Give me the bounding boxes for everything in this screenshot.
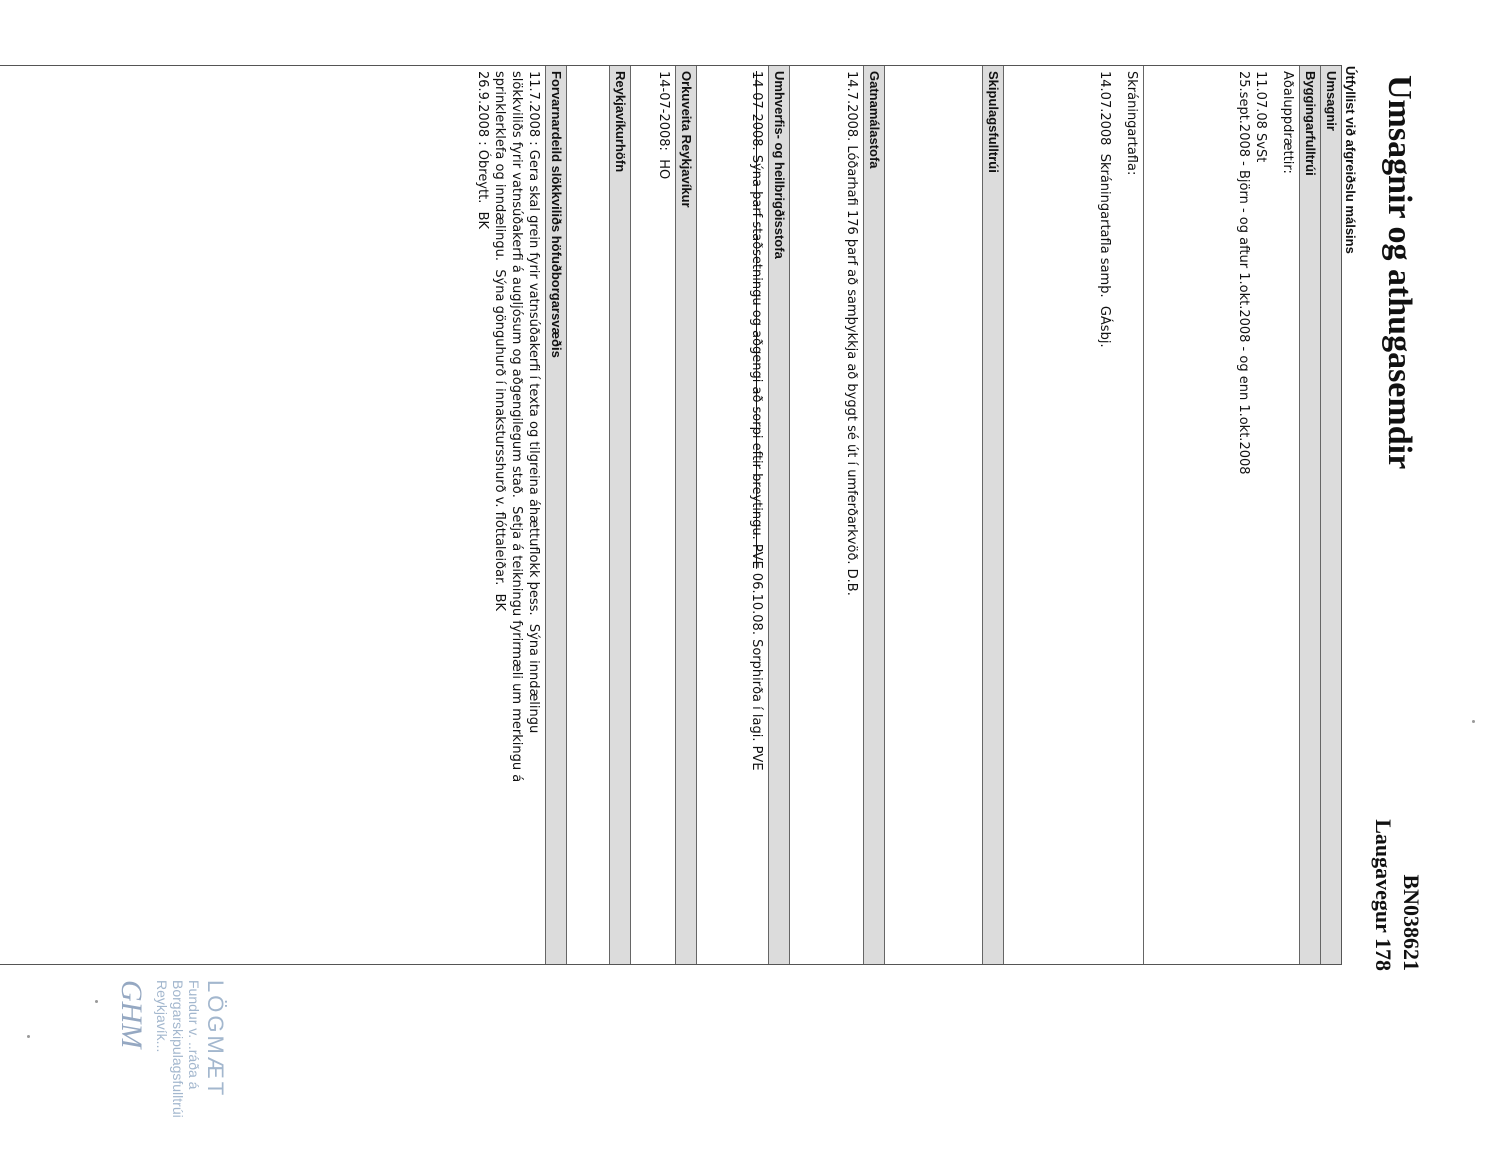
address: Laugavegur 178 xyxy=(1371,819,1396,971)
approval-stamp xyxy=(68,980,228,1160)
case-info xyxy=(1369,819,1425,971)
text-line: 26.9.2008 : Óbreytt. BK xyxy=(475,71,490,230)
section-header-orkuveita: Orkuveita Reykjavíkur xyxy=(675,66,696,964)
section-body-byggingarfulltrui xyxy=(1143,66,1299,964)
text-line: slökkviliðs fyrir vatnsúðakerfi á augljósum og aðgengilegum stað. Setja á teikningu fyrirmæli um merkingu á xyxy=(509,71,524,783)
text-line: 14-07-2008: HO xyxy=(656,71,671,180)
section-header-reykjavikurhofn: Reykjavíkurhöfn xyxy=(609,66,630,964)
section-body-reykjavikurhofn xyxy=(566,66,609,964)
page-title: Umsagnir og athugasemdir xyxy=(1381,75,1418,470)
struck-text: 14-07-2008. Sýna þarf staðsetningu og aðgengi að sorpi eftir breytingu. PVE xyxy=(749,71,764,569)
text-line xyxy=(748,71,765,956)
comments-table xyxy=(0,65,1342,965)
text-line: 25.sept.2008 - Björn - og aftur 1.okt.2008 - og enn 1.okt.2008 xyxy=(1236,71,1251,475)
stamp-line: Fundur v. ..ráða á xyxy=(186,980,202,1090)
text-line: sprinklerklefa og inndælingu. Sýna gönguhurð í innakstursshurð v. flóttaleiðar. BK xyxy=(492,71,507,612)
section-header-byggingarfulltrui: Byggingarfulltrúi xyxy=(1299,66,1320,964)
section-header-skipulagsfulltrui: Skipulagsfulltrúi xyxy=(982,66,1004,964)
section-header-forvarnardeild: Forvarnardeild slökkviliðs höfuðborgarsvæðis xyxy=(545,66,566,964)
section-header-umsagnir: Umsagnir xyxy=(1320,66,1341,964)
text-line: 11.07.08 SvSt xyxy=(1253,71,1268,163)
section-body-skipulagsfulltrui xyxy=(884,66,982,964)
text-continuation: 06.10.08. Sorphirða í lagi. PVE xyxy=(749,568,764,771)
text-line: 14.07.2008 Skráningartafla samþ. GÁsbj. xyxy=(1097,71,1112,348)
stamp-line: Borgarskipulagsfulltrúi Reykjavík... xyxy=(154,980,186,1118)
text-line: Aðaluppdrættir: xyxy=(1280,71,1295,174)
section-header-gatnamalastofa: Gatnamálastofa xyxy=(863,66,884,964)
section-body-gatnamalastofa xyxy=(789,66,863,964)
section-header-umhverfis: Umhverfis- og heilbrigðisstofa xyxy=(768,66,789,964)
page-subtitle: Útfyllist við afgreiðslu málsins xyxy=(1343,66,1358,254)
scan-speck xyxy=(27,1035,30,1038)
case-number: BN038621 xyxy=(1399,874,1424,971)
text-line: Skráningartafla: xyxy=(1124,71,1139,176)
section-body-umhverfis xyxy=(696,66,768,964)
section-body-skraningartafla xyxy=(1004,66,1143,964)
scan-speck xyxy=(95,1000,98,1003)
text-line: 14.7.2008. Lóðarhafi 176 þarf að samþykkja að byggt sé út í umferðarkvöð. D.B. xyxy=(844,71,859,596)
stamp-line: LÖGMÆT xyxy=(203,980,228,1099)
text-line: 11.7.2008 : Gera skal grein fyrir vatnsúðakerfi í texta og tilgreina áhættuflokk þess. Sýna inndælingu xyxy=(526,71,541,734)
scan-speck xyxy=(1472,720,1475,723)
handwritten-signature: GHM xyxy=(115,980,148,1049)
section-body-forvarnardeild xyxy=(0,66,545,964)
section-body-orkuveita xyxy=(630,66,675,964)
